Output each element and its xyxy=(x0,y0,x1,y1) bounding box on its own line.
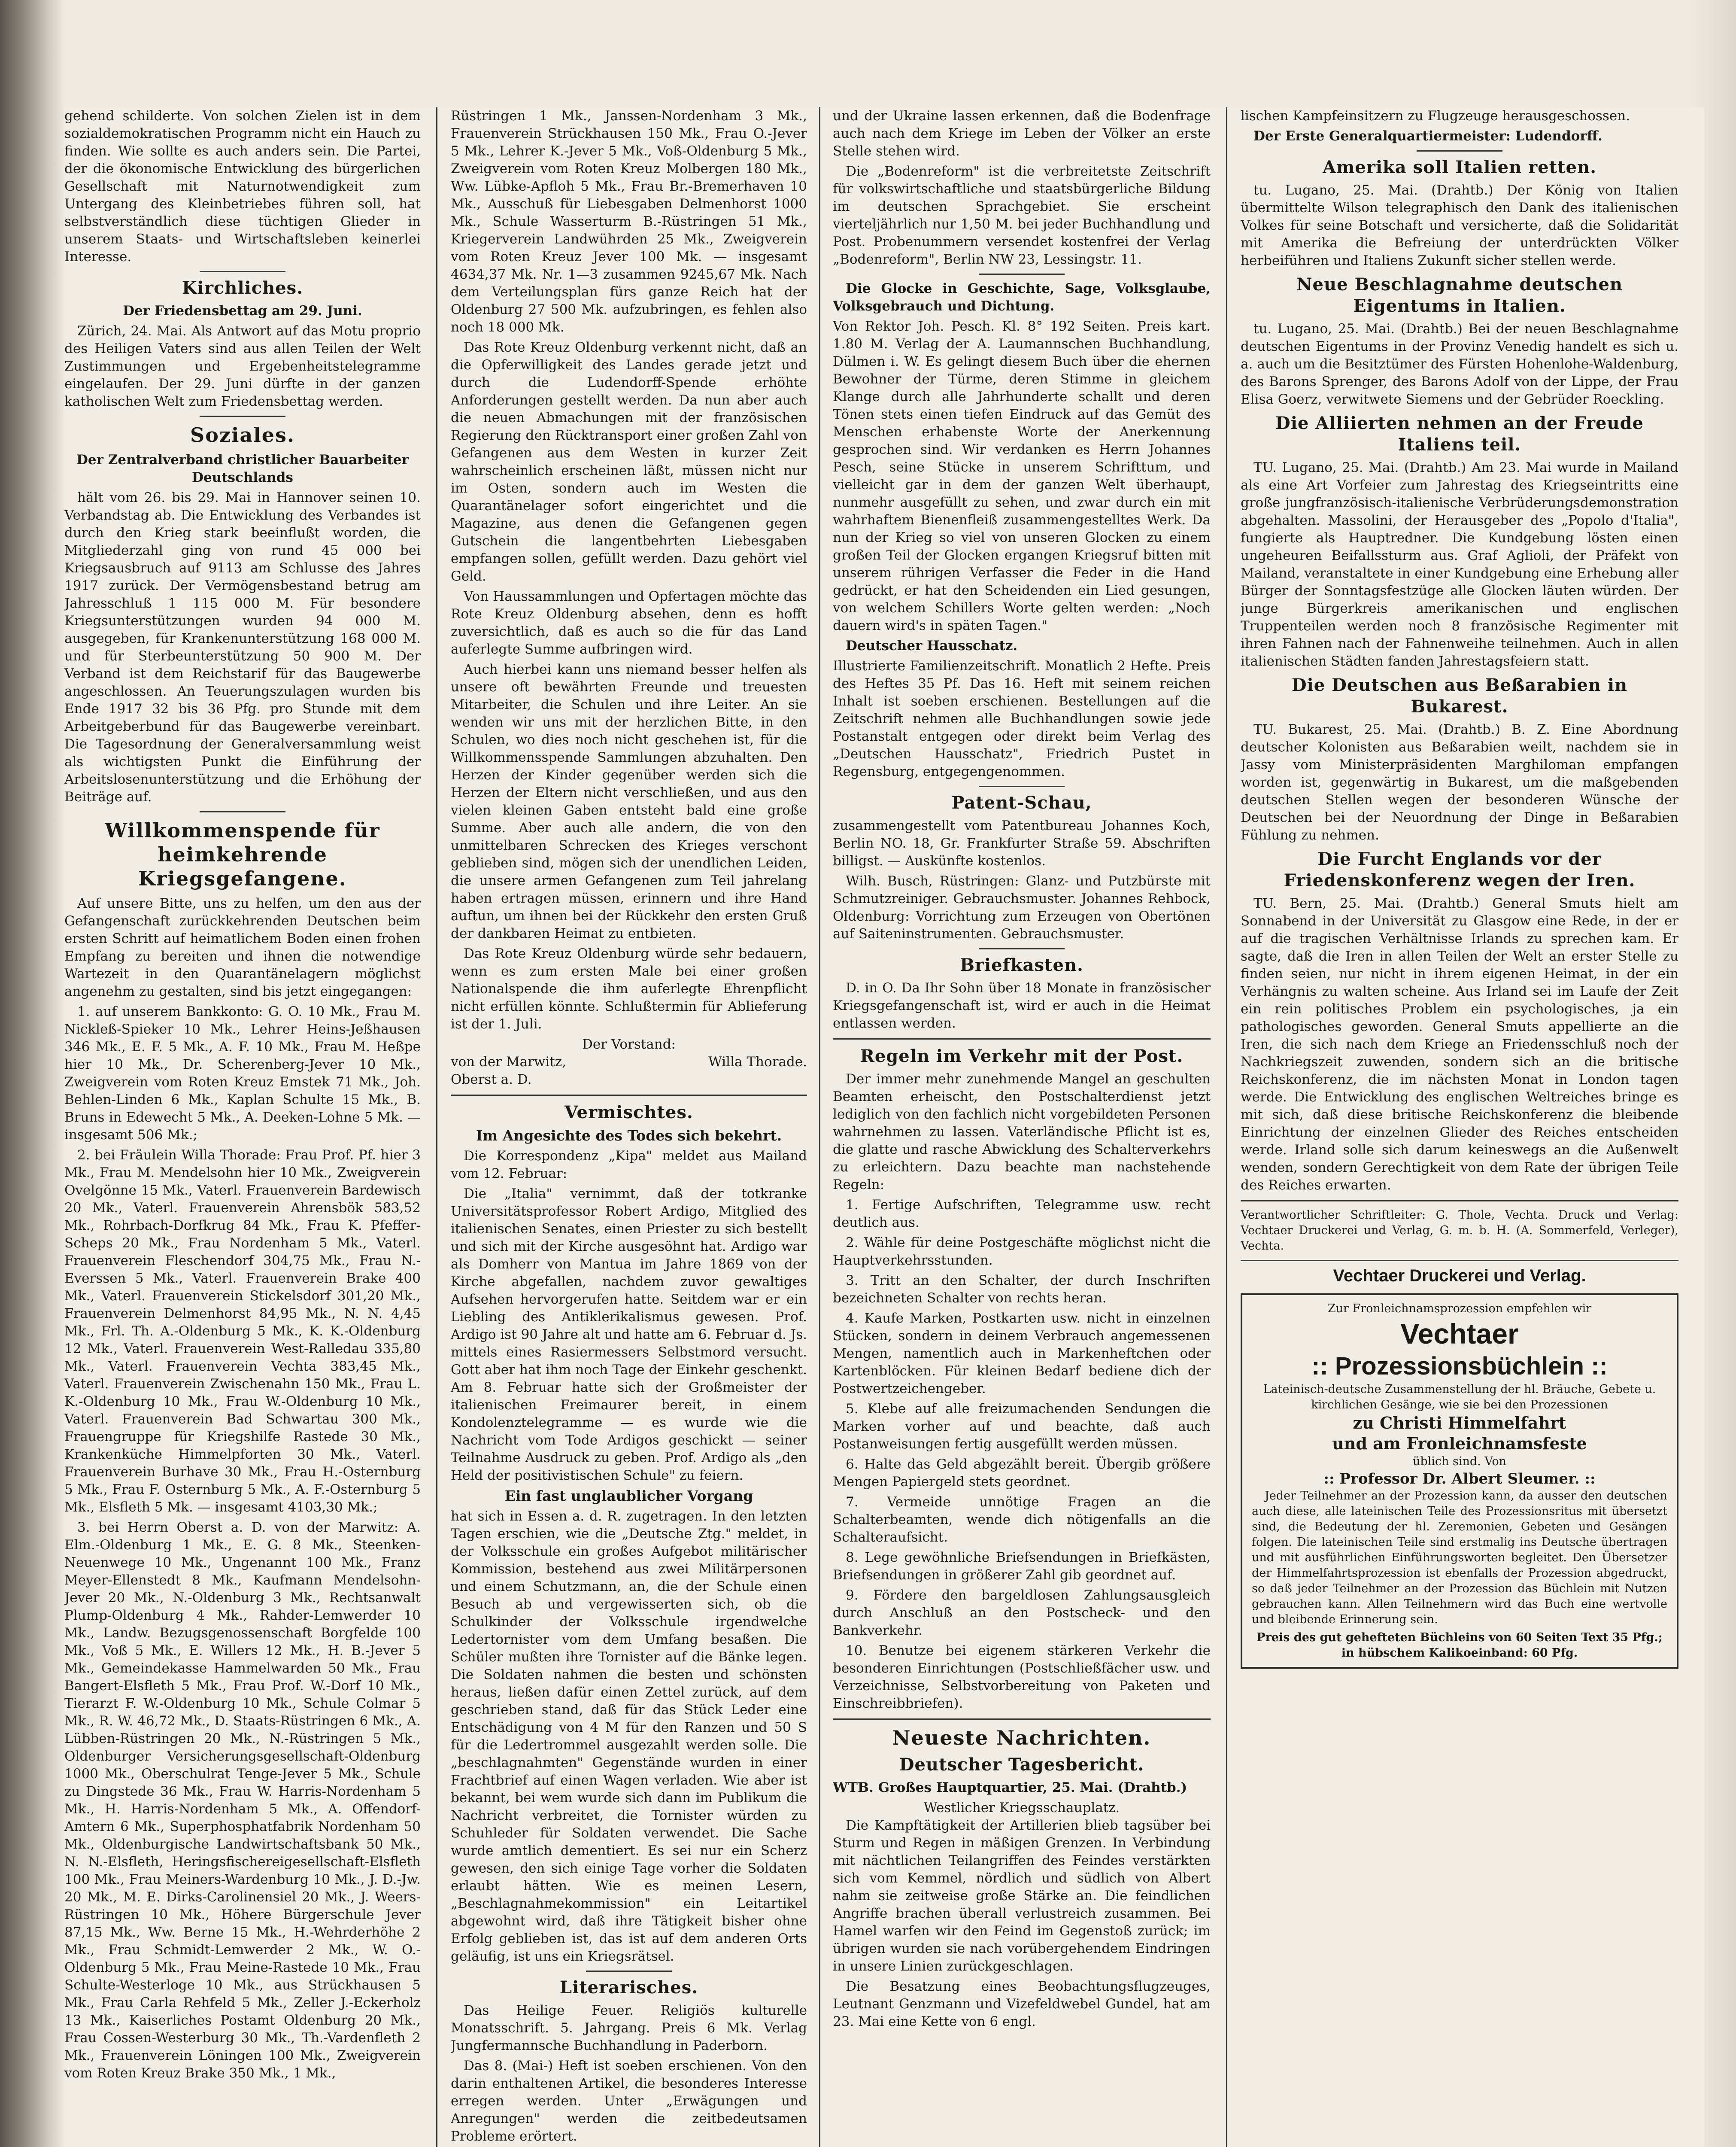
section-heading: Soziales. xyxy=(190,423,295,447)
article-text: tu. Lugano, 25. Mai. (Drahtb.) Der König von Italien übermittelte Wilson telegraphisch den Dank des italienischen Volkes für seine Botschaft und versicherte, daß die Solidarität mit Amerika die Befreiung der unterdrückten Völker herbeiführen und Italiens Zukunft sicher stellen werde. xyxy=(1241,182,1678,268)
ad-author: :: Professor Dr. Albert Sleumer. :: xyxy=(1323,1470,1596,1487)
divider xyxy=(1241,1260,1678,1261)
ad-title: Vechtaer xyxy=(1400,1318,1519,1350)
ad-heading: zu Christi Himmelfahrt xyxy=(1353,1413,1566,1432)
article-text: Auch hierbei kann uns niemand besser helfen als unsere oft bewährten Freunde und treuesten Mitarbeiter, die Schulen und ihre Leiter. An sie wenden wir uns mit der herzlichen Bitte, in den Schulen, wo dies noch nicht geschehen ist, für die Willkommensspende Sammlungen abzuhalten. Den Herzen der Kinder gegenüber werden sich die Herzen der Eltern nicht verschließen, und aus den vielen kleinen Gaben entsteht bald eine große Summe. Aber auch alle andern, die von den unmittelbaren Schrecken des Krieges verschont geblieben sind, mögen sich der unendlichen Leiden, die unsere armen Gefangenen zum Teil jahrelang haben ertragen müssen, erinnern und ihre Hand auftun, um ihnen bei der Rückkehr den ersten Gruß der dankbaren Heimat zu entbieten. xyxy=(451,662,807,941)
article-text: Illustrierte Familienzeitschrift. Monatlich 2 Hefte. Preis des Heftes 35 Pf. Das 16. Heft mit seinem reichen Inhalt ist soeben erschienen. Bestellungen auf die Zeitschrift nehmen alle Buchhandlungen sowie jede Postanstalt entgegen oder direkt beim Verlag des „Deutschen Hausschatz", Friedrich Pustet in Regensburg, entgegengenommen. xyxy=(833,658,1211,779)
article-text: Das Rote Kreuz Oldenburg würde sehr bedauern, wenn es zum ersten Male bei einer großen Nationalspende die ihm auferlegte Ehrenpflicht nicht erfüllen könnte. Schlußtermin für Ablieferung ist der 1. Juli. xyxy=(451,946,807,1032)
article-text: Die Kampftätigkeit der Artillerien blieb tagsüber bei Sturm und Regen in mäßigen Grenzen. In Verbindung mit nächtlichen Teilangriffen des Feindes verstärkten sich vom Kemmel, nördlich und südlich von Albert nahm sie zeitweise große Stärke an. Die feindlichen Angriffe brachen überall verlustreich zusammen. Bei Hamel warfen wir den Feind im Gegenstoß zurück; im übrigen wurden sie nach vorübergehendem Eindringen in unsere Linien zurückgeschlagen. xyxy=(833,1818,1211,1974)
column-rule xyxy=(436,107,437,2147)
article-text: Zürich, 24. Mai. Als Antwort auf das Motu proprio des Heiligen Vaters sind aus allen Teilen der Welt Zustimmungen und Ergebenheitstelegramme eingelaufen. Der 29. Juni dürfte in der ganzen katholischen Welt zum Friedensbettag werden. xyxy=(64,323,421,409)
divider xyxy=(451,1095,807,1096)
article-text: Die „Bodenreform" ist die verbreitetste Zeitschrift für volkswirtschaftliche und staatsbürgerliche Bildung im deutschen Sprachgebiet. Sie erscheint vierteljährlich nur 1,50 M. bei jeder Buchhandlung und Post. Probenummern versendet kostenfrei der Verlag „Bodenreform", Berlin NW 23, Lessingstr. 11. xyxy=(833,164,1211,267)
article-text: Das 8. (Mai-) Heft ist soeben erschienen. Von den darin enthaltenen Artikel, die besonderes Interesse erregen werden. Unter „Erwägungen und Anregungen" werden die zeitbedeutsamen Probleme erörtert. xyxy=(451,2058,807,2144)
section-heading: Vermischtes. xyxy=(565,1102,693,1122)
article-subheading: Westlicher Kriegsschauplatz. xyxy=(923,1800,1120,1816)
article-heading: Amerika soll Italien retten. xyxy=(1322,157,1597,177)
article-text: Das Heilige Feuer. Religiös kulturelle Monatsschrift. 5. Jahrgang. Preis 6 Mk. Verlag Jungfermannsche Buchhandlung in Paderborn. xyxy=(451,2003,807,2053)
article-heading: Im Angesichte des Todes sich bekehrt. xyxy=(476,1127,782,1144)
column-rule xyxy=(1226,107,1227,2147)
article-text: TU. Lugano, 25. Mai. (Drahtb.) Am 23. Mai wurde in Mailand als eine Art Vorfeier zum Jahrestag des Kriegseintritts eine große jungfranzösisch-italienische Verbrüderungsdemonstration abgehalten. Massolini, der Herausgeber des „Popolo d'Italia", fungierte als Hauptredner. Die Kundgebung lösten einen ungeheuren Beifallssturm aus. Graf Aglioli, der Präfekt von Mailand, veranstaltete in einer Kundgebung eine Erhebung aller Bürger der Sonntagsfestzüge alle Glocken läuten würden. Der junge Bürgerkreis amerikanischen und englischen Truppenteilen werden noch 8 französische Regimenter mit ihren Fahnen nach der Fahnenweihe teilnehmen. Auch in allen italienischen Städten fanden Jahrestagsfeiern statt. xyxy=(1241,460,1678,669)
ad-text: Jeder Teilnehmer an der Prozession kann, da ausser den deutschen auch diese, alle lateinischen Teile des Prozessionsritus mit übersetzt sind, die Bedeutung der hl. Zeremonien, Gebeten und Gesängen folgen. Die lateinischen Teile sind erstmalig ins Deutsche übertragen und mit ausführlichen Einführungsworten begleitet. Den Übersetzer der Himmelfahrtsprozession ist ebenfalls der Prozession abgedruckt, so daß jeder Teilnehmer an der Prozession das Büchlein mit Nutzen gebrauchen kann. Allen Teilnehmern wird das Buch eine wertvolle und bleibende Erinnerung sein. xyxy=(1252,1489,1667,1626)
article-text: Von Rektor Joh. Pesch. Kl. 8° 192 Seiten. Preis kart. 1.80 M. Verlag der A. Laumannschen Buchhandlung, Dülmen i. W. Es gelingt diesem Buch über die ehernen Bewohner der Türme, deren Stimme in gleichem Klange durch alle Jahrhunderte schallt und deren Tönen stets einen tiefen Eindruck auf das Gemüt des Menschen erhabenste Worte der Anerkennung gesprochen sind. Wir verdanken es Herrn Johannes Pesch, seine Stücke in unserem Schrifttum, und vielleicht gar in dem der ganzen Welt überhaupt, nunmehr ausgefüllt zu sehen, und zwar durch ein mit wahrhaftem Bienenfleiß zusammengestelltes Werk. Da nun der Krieg so viel von unseren Glocken zu einem großen Teil der Glocken ergangen Kriegsruf bitten mit unserem rührigen Verfasser die Feder in die Hand gedrückt, er hat den Scheidenden ein Lied gesungen, von welchem Schillers Worte gelten werden: „Noch dauern wird's in späten Tagen." xyxy=(833,319,1211,633)
column-1 xyxy=(64,107,421,2147)
article-heading: Neue Beschlagnahme deutschen Eigentums in Italien. xyxy=(1296,274,1623,316)
article-text: TU. Bukarest, 25. Mai. (Drahtb.) B. Z. Eine Abordnung deutscher Kolonisten aus Beßarabien weilt, nachdem sie in Jassy vom Ministerpräsidenten Marghiloman empfangen worden ist, gegenwärtig in Bukarest, um die maßgebenden deutschen Stellen wegen der besonderen Wünsche der Deutschen bei der Neuordnung der Dinge in Beßarabien Fühlung zu nehmen. xyxy=(1241,722,1678,843)
article-heading: Ein fast unglaublicher Vorgang xyxy=(504,1487,753,1504)
list-item: 10. Benutze bei eigenem stärkeren Verkehr die besonderen Einrichtungen (Postschließfächer usw. und Verzeichnisse, Selbstvorbereitung von Paketen und Einschreibbriefen). xyxy=(833,1643,1211,1711)
list-item: 3. Tritt an den Schalter, der durch Inschriften bezeichneten Schalter von rechts heran. xyxy=(833,1273,1211,1306)
divider xyxy=(1241,1200,1678,1201)
ad-intro: Zur Fronleichnamsprozession empfehlen wir xyxy=(1327,1302,1592,1315)
divider xyxy=(586,1971,672,1972)
article-heading: Deutscher Hausschatz. xyxy=(846,638,1018,654)
section-heading: Literarisches. xyxy=(559,1977,698,1998)
article-heading: Die Furcht Englands vor der Friedenskonferenz wegen der Iren. xyxy=(1284,849,1636,891)
article-text: Der immer mehr zunehmende Mangel an geschulten Beamten erheischt, den Postschalterdienst jetzt lediglich von den fachlich nicht vorgebildeten Personen wahrnehmen zu lassen. Vaterländische Pflicht ist es, die glatte und rasche Abwicklung des Schalterverkehrs zu erleichtern. Dazu beachte man nachstehende Regeln: xyxy=(833,1071,1211,1192)
list-item: 8. Lege gewöhnliche Briefsendungen in Briefkästen, Briefsendungen in größerer Zahl gib geordnet auf. xyxy=(833,1550,1211,1583)
column-rule xyxy=(819,107,820,2147)
newspaper-page xyxy=(64,107,1704,2147)
article-text: tu. Lugano, 25. Mai. (Drahtb.) Bei der neuen Beschlagnahme deutschen Eigentums in der Provinz Venedig handelt es sich u. a. auch um die Besitztümer des Fürsten Hohenlohe-Waldenburg, des Barons Sprenger, des Barons Adolf von der Lippe, der Frau Elisa Goerz, verwitwete Siemens und der Gebrüder Roeckling. xyxy=(1241,321,1678,407)
article-text: Von Haussammlungen und Opfertagen möchte das Rote Kreuz Oldenburg absehen, denn es hofft zuversichtlich, daß es auch so die für das Land auferlegte Summe aufbringen wird. xyxy=(451,589,807,657)
list-item: 4. Kaufe Marken, Postkarten usw. nicht in einzelnen Stücken, sondern in deinem Verbrauch angemessenen Mengen, namentlich auch in Markenheftchen oder Kartenblöcken. Für kleinen Bedarf bediene dich der Postwertzeichengeber. xyxy=(833,1311,1211,1396)
column-4 xyxy=(1241,107,1678,2147)
divider xyxy=(979,274,1065,275)
article-text: hat sich in Essen a. d. R. zugetragen. In den letzten Tagen erschien, wie die „Deutsche Ztg." meldet, in der Volksschule ein großes Aufgebot militärischer Kommission, bestehend aus zwei Militärpersonen und einem Schutzmann, an, die der Schule einen Besuch ab und vergewisserten sich, ob die Schulkinder der Volksschule irgendwelche Ledertornister vom dem Umfang besaßen. Die Schüler mußten ihre Tornister auf die Bänke legen. Die Soldaten nahmen die besten und schönsten heraus, ließen dafür einen Zettel zurück, auf dem geschrieben stand, daß für das Stück Leder eine Entschädigung von 4 M für den Ranzen und 50 S für die Ledertrommel ausgezahlt werden solle. Die „beschlagnahmten" Gegenstände wurden in einer Frachtbrief auf einen Wagen verladen. Wie aber ist bekannt, bei wem wurde sich dann im Publikum die Nachricht verbreitet, die Tornister würden zu Schuhleder für Soldaten verwendet. Die Sache wurde amtlich dementiert. Es sei nur ein Scherz gewesen, den sich einige Tage vorher die Soldaten erlaubt hätten. Wie es meinen Lesern, „Beschlagnahmekommission" ein Leitartikel abgewohnt wird, daß ihre Tätigkeit bisher ohne Erfolg geblieben ist, das ist auf dem anderen Orts geläufig, ist uns ein Kriegsrätsel. xyxy=(451,1508,807,1964)
article-text: TU. Bern, 25. Mai. (Drahtb.) General Smuts hielt am Sonnabend in der Universität zu Glasgow eine Rede, in der er auf die tragischen Verhältnisse Irlands zu sprechen kam. Er sagte, daß die Iren in allen Teilen der Welt an erster Stelle zu finden seien, nur nicht in ihrem eigenen Heimat, in der ein Verhängnis zu walten scheine. Aus Irland sei im Laufe der Zeit ein rein politisches Problem ein psychologisches, ja ein pathologisches geworden. General Smuts appellierte an die Iren, die sich nach dem Kriege an Friedensschluß noch der Nachkriegszeit zuwenden, sondern sich an die britische Reichskonferenz, die im nächsten Monat in London tagen werde. Die Entwicklung des englischen Weltreiches bringe es mit sich, daß diese britische Reichskonferenz die bleibende Einrichtung der einzelnen Glieder des Reiches entscheiden werde. Irland solle sich darum keineswegs an die Außenwelt wenden, sondern Gerechtigkeit von dem Rate der übrigen Teile des Reiches erwarten. xyxy=(1241,896,1678,1193)
divider xyxy=(833,1718,1211,1720)
article-text: Die „Italia" vernimmt, daß der totkranke Universitätsprofessor Robert Ardigo, Mitglied des italienischen Senates, einen Priester zu sich bestellt und sich mit der Kirche ausgesöhnt hat. Ardigo war als Domherr von Mantua im Jahre 1869 von der Kirche abgefallen, nachdem zuvor gewaltiges Aufsehen hervorgerufen hatte. Seitdem war er ein Liebling des Antiklerikalismus gewesen. Prof. Ardigo ist 90 Jahre alt und hatte am 6. Februar d. Js. mittels eines Rasiermessers Selbstmord versucht. Gott aber hat ihm noch Tage der Einkehr geschenkt. Am 8. Februar hatte sich der Großmeister der italienischen Freimaurer bereit, in einem Kondolenztelegramme — es wurde wie die Nachricht vom Tode Ardigos geschickt — seiner Teilnahme Ausdruck zu geben. Prof. Ardigo als „den Held der positivistischen Schule" zu feiern. xyxy=(451,1186,807,1483)
ad-price: Preis des gut gehefteten Büchleins von 60 Seiten Text 35 Pfg.; in hübschem Kalikoeinband: 60 Pfg. xyxy=(1256,1631,1663,1660)
article-text: Die Besatzung eines Beobachtungsflugzeuges, Leutnant Genzmann und Vizefeldwebel Gundel, hat am 23. Mai eine Kette von 6 engl. xyxy=(833,1979,1211,2029)
divider xyxy=(200,271,285,272)
column-3 xyxy=(833,107,1211,2147)
divider xyxy=(200,416,285,417)
article-text: Rüstringen 1 Mk., Janssen-Nordenham 3 Mk., Frauenverein Strückhausen 150 Mk., Frau O.-Jever 5 Mk., Lehrer K.-Jever 5 Mk., Voß-Oldenburg 5 Mk., Zweigverein vom Roten Kreuz Molbergen 180 Mk., Ww. Lübke-Apfloh 5 Mk., Frau Br.-Bremerhaven 10 Mk., Ausschuß für Liebesgaben Delmenhorst 1000 Mk., Schule Wasserturm B.-Rüstringen 51 Mk., Kriegerverein Landwührden 25 Mk., Zweigverein vom Roten Kreuz Jever 100 Mk. — insgesamt 4634,37 Mk. Nr. 1—3 zusammen 9245,67 Mk. Nach dem Verteilungsplan fürs ganze Reich hat der Oldenburg 27 500 Mk. aufzubringen, es fehlen also noch 18 000 Mk. xyxy=(451,108,807,335)
article-text: Wilh. Busch, Rüstringen: Glanz- und Putzbürste mit Schmutzreiniger. Gebrauchsmuster. Johannes Rehbock, Oldenburg: Vorrichtung zum Erzeugen von Obertönen auf Saiteninstrumenten. Gebrauchsmuster. xyxy=(833,873,1211,942)
article-heading: Deutscher Tagesbericht. xyxy=(899,1755,1144,1775)
article-text: Das Rote Kreuz Oldenburg verkennt nicht, daß an die Opferwilligkeit des Landes gerade jetzt und durch die Ludendorff-Spende erhöhte Anforderungen gestellt werden. Da nun aber auch die neuen Abmachungen mit der französischen Regierung den Rücktransport einer großen Zahl von Gefangenen aus dem Westen in kurzer Zeit wahrscheinlich erscheinen läßt, müssen nicht nur im Osten, sondern auch im Westen die Quarantänelager sofort eingerichtet und die Magazine, aus denen die Gefangenen gegen Gutschein die langentbehrten Liebesgaben empfangen sollen, gefüllt werden. Dazu gehört viel Geld. xyxy=(451,340,807,584)
column-2 xyxy=(451,107,807,2147)
article-text: 2. bei Fräulein Willa Thorade: Frau Prof. Pf. hier 3 Mk., Frau M. Mendelsohn hier 10 Mk., Zweigverein Ovelgönne 15 Mk., Vaterl. Frauenverein Bardewisch 20 Mk., Vaterl. Frauenverein Ahrensbök 583,52 Mk., Rohrbach-Dorfkrug 84 Mk., Frau K. Pfeffer-Scheps 20 Mk., Frau Nordenham 5 Mk., Vaterl. Frauenverein Fleschendorf 304,75 Mk., Frau N.-Everssen 5 Mk., Vaterl. Frauenverein Brake 400 Mk., Vaterl. Frauenverein Stickelsdorf 301,20 Mk., Frauenverein Delmenhorst 84,95 Mk., N. N. 4,45 Mk., Frl. Th. A.-Oldenburg 5 Mk., K. K.-Oldenburg 12 Mk., Vaterl. Frauenverein West-Ralledau 335,80 Mk., Vaterl. Frauenverein Vechta 383,45 Mk., Vaterl. Frauenverein Zwischenahn 150 Mk., Frau L. K.-Oldenburg 10 Mk., Frau W.-Oldenburg 10 Mk., Vaterl. Frauenverein Bad Schwartau 300 Mk., Frauengruppe für Kriegshilfe Rastede 30 Mk., Krankenküche Himmelpforten 30 Mk., Vaterl. Frauenverein Burhave 30 Mk., Frau H.-Osternburg 5 Mk., Frau F. Osternburg 5 Mk., A. F.-Osternburg 5 Mk., Elsfleth 5 Mk. — insgesamt 4103,30 Mk.; xyxy=(64,1147,421,1515)
section-heading: Briefkasten. xyxy=(960,955,1083,975)
signature-block xyxy=(451,1053,807,1071)
article-text: Die Korrespondenz „Kipa" meldet aus Mailand vom 12. Februar: xyxy=(451,1148,807,1181)
ad-text: Lateinisch-deutsche Zusammenstellung der hl. Bräuche, Gebete u. kirchlichen Gesänge, wie sie bei den Prozessionen xyxy=(1263,1383,1656,1411)
ad-heading: und am Fronleichnamsfeste xyxy=(1332,1434,1587,1453)
advertisement xyxy=(1241,1293,1678,1669)
article-text: zusammengestellt vom Patentbureau Johannes Koch, Berlin NO. 18, Gr. Frankfurter Straße 59. Abschriften billigst. — Auskünfte kostenlos. xyxy=(833,818,1211,869)
list-item: 2. Wähle für deine Postgeschäfte möglichst nicht die Hauptverkehrsstunden. xyxy=(833,1235,1211,1268)
article-heading: Die Alliierten nehmen an der Freude Italiens teil. xyxy=(1275,413,1644,455)
ad-title: :: Prozessionsbüchlein :: xyxy=(1311,1352,1608,1380)
ad-publisher: Vechtaer Druckerei und Verlag. xyxy=(1333,1266,1586,1285)
article-text: 1. auf unserem Bankkonto: G. O. 10 Mk., Frau M. Nickleß-Spieker 10 Mk., Lehrer Heins-Jeßhausen 346 Mk., E. F. 5 Mk., A. F. 10 Mk., Frau M. Heßpe hier 10 Mk., Dr. Scherenberg-Jever 10 Mk., Zweigverein vom Roten Kreuz Emstek 71 Mk., Joh. Behlen-Linden 6 Mk., Kaplan Schulte 15 Mk., B. Bruns in Edewecht 5 Mk., A. Deeken-Lohne 5 Mk. — insgesamt 506 Mk.; xyxy=(64,1004,421,1143)
article-heading: Die Deutschen aus Beßarabien in Bukarest. xyxy=(1291,675,1628,717)
section-heading: Regeln im Verkehr mit der Post. xyxy=(860,1046,1184,1066)
dateline: WTB. Großes Hauptquartier, 25. Mai. (Drahtb.) xyxy=(833,1780,1187,1795)
section-heading: Kirchliches. xyxy=(182,278,303,298)
article-heading: Die Glocke in Geschichte, Sage, Volksglaube, Volksgebrauch und Dichtung. xyxy=(833,281,1211,314)
signature-name: Willa Thorade. xyxy=(708,1054,807,1070)
divider xyxy=(200,811,285,812)
section-heading: Willkommenspende für heimkehrende Kriegsgefangene. xyxy=(105,819,380,890)
divider xyxy=(979,786,1065,787)
article-text: Auf unsere Bitte, uns zu helfen, um den aus der Gefangenschaft zurückkehrenden Deutschen beim ersten Schritt auf heimatlichem Boden einen frohen Empfang zu bereiten und ihnen die notwendige Wartezeit in den Quarantänelagern möglichst angenehm zu gestalten, sind bis jetzt eingegangen: xyxy=(64,896,421,999)
signature-rank: Oberst a. D. xyxy=(451,1072,532,1087)
signature-line: Der Erste Generalquartiermeister: Ludendorff. xyxy=(1253,128,1602,144)
list-item: 7. Vermeide unnötige Fragen an die Schalterbeamten, wende dich nötigenfalls an die Schalteraufsicht. xyxy=(833,1494,1211,1545)
list-item: 5. Klebe auf alle freizumachenden Sendungen die Marken vorher auf und beachte, daß auch Postanweisungen fertig ausgefüllt werden müssen. xyxy=(833,1401,1211,1452)
divider xyxy=(979,948,1065,949)
signature-line: Der Vorstand: xyxy=(582,1037,676,1052)
article-subheading: Der Friedensbettag am 29. Juni. xyxy=(123,303,362,319)
divider xyxy=(833,1038,1211,1040)
ad-text: üblich sind. Von xyxy=(1412,1455,1507,1468)
page-edge xyxy=(0,0,64,2147)
section-heading: Neueste Nachrichten. xyxy=(892,1726,1151,1749)
list-item: 9. Fördere den bargeldlosen Zahlungsausgleich durch Anschluß an den Postscheck- und den Bankverkehr. xyxy=(833,1587,1211,1638)
article-text: gehend schilderte. Von solchen Zielen ist in dem sozialdemokratischen Programm nicht ein Hauch zu finden. Wie sollte es auch anders sein. Die Partei, der die ökonomische Entwicklung des bürgerlichen Gesellschaft mit Naturnotwendigkeit zum Untergang des Kleinbetriebes führen soll, hat selbstverständlich diese tüchtigen Glieder in unserem Staats- und Wirtschaftsleben keinerlei Interesse. xyxy=(64,108,421,265)
article-subheading: Der Zentralverband christlicher Bauarbeiter Deutschlands xyxy=(76,452,409,485)
article-text: D. in O. Da Ihr Sohn über 18 Monate in französischer Kriegsgefangenschaft ist, wird er auch in die Heimat entlassen werden. xyxy=(833,980,1211,1031)
divider xyxy=(1417,150,1502,152)
impressum: Verantwortlicher Schriftleiter: G. Thole, Vechta. Druck und Verlag: Vechtaer Druckerei und Verlag, G. m. b. H. (A. Sommerfeld, Verleger), Vechta. xyxy=(1241,1208,1678,1253)
article-text: 3. bei Herrn Oberst a. D. von der Marwitz: A. Elm.-Oldenburg 1 Mk., E. G. 8 Mk., Steenken-Neuenwege 10 Mk., Ungenannt 100 Mk., Franz Meyer-Ellenstedt 8 Mk., Kaufmann Mendelsohn-Jever 20 Mk., N.-Oldenburg 3 Mk., Rechtsanwalt Plump-Oldenburg 4 Mk., Rahder-Lemwerder 10 Mk., Landw. Bezugsgenossenschaft Borgfelde 100 Mk., Voß 5 Mk., E. Willers 12 Mk., H. B.-Jever 5 Mk., Gemeindekasse Hammelwarden 50 Mk., Frau Bangert-Elsfleth 5 Mk., Frau Prof. W.-Dorf 10 Mk., Tierarzt F. W.-Oldenburg 10 Mk., Schule Colmar 5 Mk., R. W. 46,72 Mk., D. Staats-Rüstringen 6 Mk., A. Lübben-Rüstringen 20 Mk., N.-Rüstringen 5 Mk., Oldenburger Versicherungsgesellschaft-Oldenburg 1000 Mk., Oberschulrat Tenge-Jever 5 Mk., Schule zu Dingstede 36 Mk., Frau W. Harris-Nordenham 5 Mk., H. Harris-Nordenham 5 Mk., A. Offendorf-Amtern 6 Mk., Superphosphatfabrik Nordenham 50 Mk., Oldenburgische Landwirtschaftsbank 50 Mk., N. N.-Elsfleth, Heringsfischereigesellschaft-Elsfleth 100 Mk., Frau Meiners-Wardenburg 10 Mk., J. D.-Jw. 20 Mk., M. E. Dirks-Carolinensiel 20 Mk., J. Weers-Rüstringen 10 Mk., Höhere Bürgerschule Jever 87,15 Mk., Ww. Berne 15 Mk., H.-Wehrderhöhe 2 Mk., Frau Schmidt-Lemwerder 2 Mk., W. O.-Oldenburg 5 Mk., Frau Meine-Rastede 10 Mk., Frau Schulte-Westerloge 10 Mk., aus Strückhausen 5 Mk., Frau Carla Rehfeld 5 Mk., Zeller J.-Eckerholz 13 Mk., Kaiserliches Postamt Oldenburg 20 Mk., Frau Cossen-Westerburg 30 Mk., Th.-Vardenfleth 2 Mk., Frauenverein Löningen 100 Mk., Zweigverein vom Roten Kreuz Brake 350 Mk., 1 Mk., xyxy=(64,1520,421,2081)
article-text: lischen Kampfeinsitzern zu Flugzeuge herausgeschossen. xyxy=(1241,108,1630,124)
signature-name: von der Marwitz, xyxy=(451,1054,566,1070)
section-heading: Patent-Schau, xyxy=(951,793,1092,813)
list-item: 6. Halte das Geld abgezählt bereit. Übergib größere Mengen Papiergeld stets geordnet. xyxy=(833,1457,1211,1490)
article-text: hält vom 26. bis 29. Mai in Hannover seinen 10. Verbandstag ab. Die Entwicklung des Verbandes ist durch den Krieg stark beeinflußt worden, die Mitgliederzahl ging von rund 45 000 bei Kriegsausbruch auf 9113 am Schlusse des Jahres 1917 zurück. Der Vermögensbestand betrug am Jahresschluß 1 115 000 M. Für besondere Kriegsunterstützungen wurden 94 000 M. ausgegeben, für Krankenunterstützung 168 000 M. und für Sterbeunterstützung 50 900 M. Der Verband ist dem Reichstarif für das Baugewerbe angeschlossen. An Teuerungszulagen wurden bis Ende 1917 32 bis 36 Pfg. pro Stunde mit dem Arbeitgeberbund für das Baugewerbe vereinbart. Die Tagesordnung der Generalversammlung weist als wichtigsten Punkt die Einführung der Arbeitslosenunterstützung und die Erhöhung der Beiträge auf. xyxy=(64,490,421,805)
list-item: 1. Fertige Aufschriften, Telegramme usw. recht deutlich aus. xyxy=(833,1197,1211,1230)
article-text: und der Ukraine lassen erkennen, daß die Bodenfrage auch nach dem Kriege im Leben der Völker an erste Stelle stehen wird. xyxy=(833,108,1211,159)
